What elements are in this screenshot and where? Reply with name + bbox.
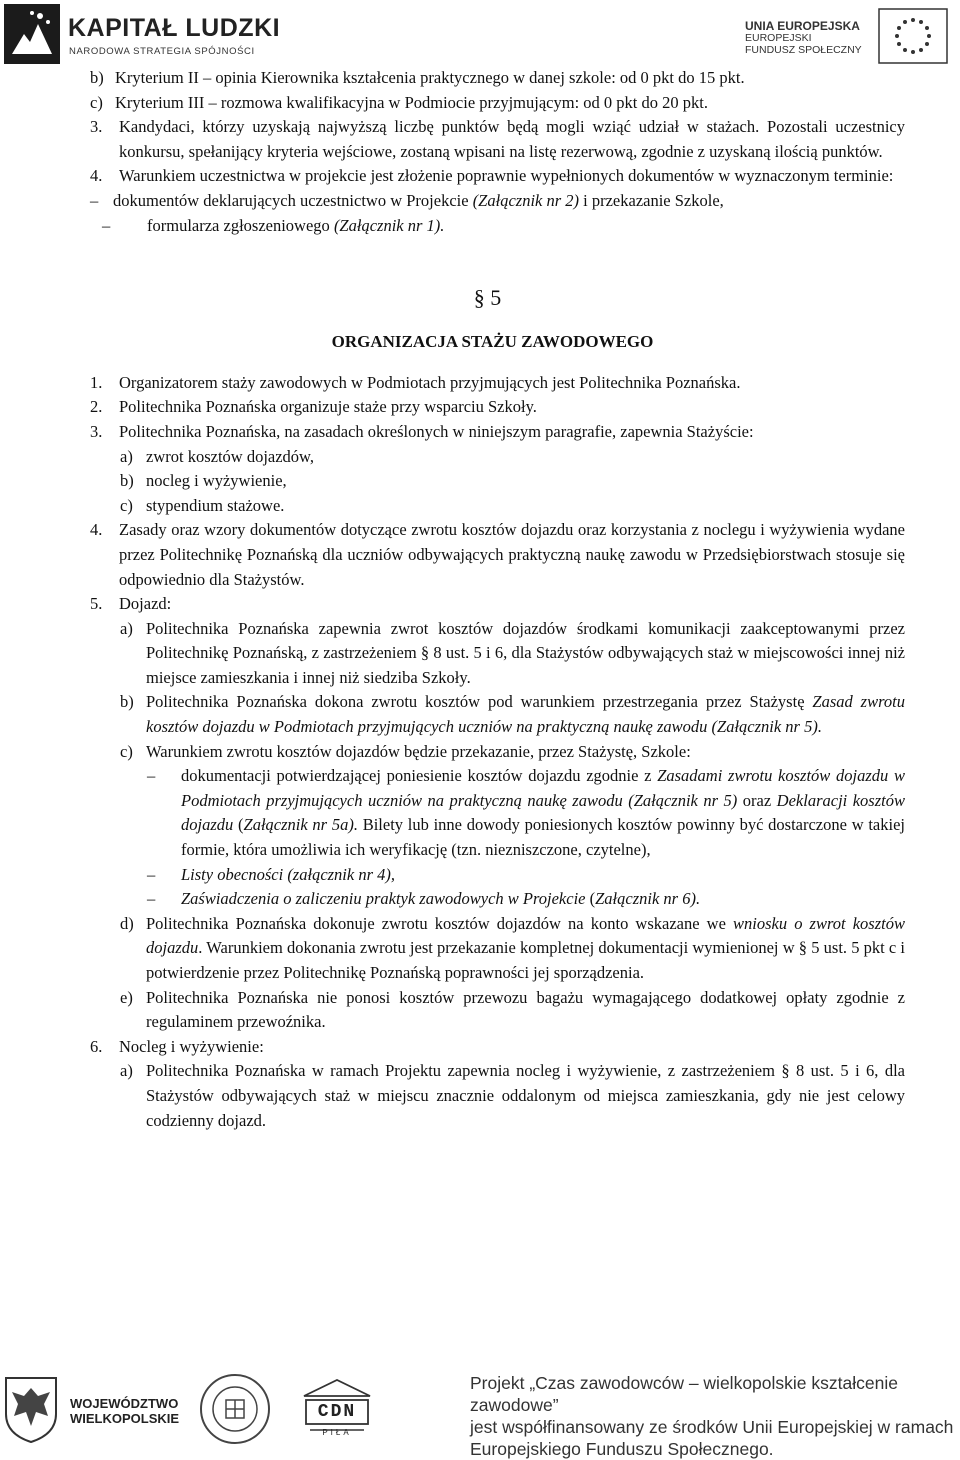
kapital-ludzki-logo-icon <box>4 4 60 64</box>
list-item <box>90 164 905 189</box>
list-item <box>90 1035 905 1060</box>
dash-marker: – <box>147 864 156 884</box>
item-number: a) <box>120 446 133 466</box>
item-number: b) <box>120 692 134 712</box>
list-item <box>120 740 905 765</box>
item-number: b) <box>120 471 134 491</box>
list-item <box>120 469 905 494</box>
item-number: 6. <box>90 1036 103 1056</box>
item-text: Politechnika Poznańska organizuje staże przy wsparciu Szkoły. <box>119 397 537 417</box>
item-number: a) <box>120 1061 133 1081</box>
cdn-sublabel: PIŁA <box>322 1428 352 1437</box>
eagle-coat-of-arms-icon <box>0 1374 62 1444</box>
item-number: e) <box>120 987 133 1007</box>
dash-marker: – <box>90 190 99 210</box>
page-footer <box>0 1368 960 1459</box>
eu-line2: EUROPEJSKI <box>745 32 812 44</box>
list-item <box>90 189 905 214</box>
dash-marker: – <box>147 889 156 909</box>
region-label: WOJEWÓDZTWO WIELKOPOLSKIE <box>70 1396 180 1426</box>
document-body <box>90 66 905 1133</box>
list-item <box>120 617 905 691</box>
page-header <box>0 0 960 72</box>
logo-title: KAPITAŁ LUDZKI <box>68 14 281 42</box>
item-number: 3. <box>90 117 103 137</box>
item-text: Politechnika Poznańska dokonuje zwrotu kosztów dojazdów na konto wskazane we wniosku o zwrot kosztów dojazdu. Warunkiem dokonania zwrotu jest przekazanie kompletnej dokumentacji wymienionej w § 5 ust. 5 pkt c i potwierdzenie przez Politechnikę Poznańską poprawności jej sporządzenia. <box>146 913 905 982</box>
item-text: Politechnika Poznańska dokona zwrotu kosztów pod warunkiem przestrzegania przez Stażystę Zasad zwrotu kosztów dojazdu w Podmiotach przyjmujących uczniów na praktyczną naukę zawodu (Załącznik nr 5). <box>146 692 905 737</box>
list-item <box>90 420 905 445</box>
item-number: 4. <box>90 166 103 186</box>
cdn-logo <box>300 1376 374 1442</box>
item-text: Warunkiem uczestnictwa w projekcie jest złożenie poprawnie wypełnionych dokumentów w wyznaczonym terminie: <box>119 166 894 186</box>
item-text: Dojazd: <box>119 594 172 614</box>
list-item <box>90 214 905 239</box>
list-item <box>90 371 905 396</box>
list-item <box>90 115 905 164</box>
item-text: formularza zgłoszeniowego (Załącznik nr 1). <box>147 215 445 235</box>
item-text: Kryterium III – rozmowa kwalifikacyjna w Podmiocie przyjmującym: od 0 pkt do 20 pkt. <box>115 92 708 112</box>
item-number: 4. <box>90 520 103 540</box>
list-item <box>147 887 905 912</box>
item-text: Politechnika Poznańska w ramach Projektu zapewnia nocleg i wyżywienie, z zastrzeżeniem § 8 ust. 5 i 6, dla Stażystów odbywających staż w miejscu znacznie oddalonym od miejsca zamieszkania, gdy nie jest celowy codzienny dojazd. <box>146 1061 905 1130</box>
item-text: Politechnika Poznańska, na zasadach określonych w niniejszym paragrafie, zapewnia Stażyście: <box>119 421 754 441</box>
university-seal-icon <box>196 1372 274 1446</box>
item-number: a) <box>120 618 133 638</box>
item-text: dokumentów deklarujących uczestnictwo w Projekcie (Załącznik nr 2) i przekazanie Szkole, <box>113 190 724 210</box>
list-item <box>90 91 905 116</box>
item-number: 2. <box>90 397 103 417</box>
dash-marker: – <box>102 215 111 235</box>
item-text: Nocleg i wyżywienie: <box>119 1036 264 1056</box>
list-item <box>120 494 905 519</box>
item-text: Politechnika Poznańska zapewnia zwrot kosztów dojazdów środkami komunikacji zaakceptowanymi przez Politechnikę Poznańską, z zastrzeżeniem § 8 ust. 5 i 6, dla Stażystów odbywających staż w miejscowości innej niż miejsce zamieszkania i innej niż siedziba Szkoły. <box>146 618 905 687</box>
list-item <box>90 592 905 617</box>
item-text: Kandydaci, którzy uzyskają najwyższą liczbę punktów będą mogli wziąć udział w stażach. Pozostali uczestnicy konkursu, spełanijący kryteria wejściowe, zostaną wpisani na listę rezerwową, zgodnie z uzyskaną ilością punktów. <box>119 117 905 161</box>
section-title: ORGANIZACJA STAŻU ZAWODOWEGO <box>331 332 654 352</box>
item-text: Zaświadczenia o zaliczeniu praktyk zawodowych w Projekcie (Załącznik nr 6). <box>181 889 701 909</box>
item-text: Organizatorem staży zawodowych w Podmiotach przyjmujących jest Politechnika Poznańska. <box>119 372 741 392</box>
document-list <box>90 189 905 238</box>
list-item <box>147 863 905 888</box>
item-text: Zasady oraz wzory dokumentów dotyczące zwrotu kosztów dojazdu oraz korzystania z noclegu i wyżywienia wydane przez Politechnikę Poznańską dla uczniów odbywających praktyczną naukę zawodu w Przedsiębiorstwach stosuje się odpowiednio dla Stażystów. <box>119 520 905 589</box>
list-item <box>120 445 905 470</box>
list-item <box>120 690 905 739</box>
list-item <box>147 764 905 862</box>
item-text: Listy obecności (załącznik nr 4), <box>181 864 396 884</box>
cdn-label: CDN <box>317 1402 357 1422</box>
item-number: b) <box>90 68 104 87</box>
item-text: stypendium stażowe. <box>146 495 285 515</box>
item-number: d) <box>120 913 134 933</box>
item-number: 5. <box>90 594 103 614</box>
item-number: c) <box>120 741 133 761</box>
list-item <box>90 395 905 420</box>
eu-flag-icon <box>878 8 948 64</box>
item-text: Politechnika Poznańska nie ponosi kosztów przewozu bagażu wymagającego dodatkowej opłaty zgodnie z regulaminem przewoźnika. <box>146 987 905 1032</box>
list-item <box>90 518 905 592</box>
list-item <box>120 912 905 986</box>
item-number: c) <box>90 92 103 112</box>
item-text: zwrot kosztów dojazdów, <box>146 446 315 466</box>
list-item <box>120 1059 905 1133</box>
eu-line1: UNIA EUROPEJSKA <box>745 19 860 33</box>
item-number: 1. <box>90 372 103 392</box>
dash-marker: – <box>147 766 156 786</box>
list-item <box>90 66 905 91</box>
item-text: Warunkiem zwrotu kosztów dojazdów będzie przekazanie, przez Stażystę, Szkole: <box>146 741 691 761</box>
logo-subtitle: NARODOWA STRATEGIA SPÓJNOŚCI <box>69 46 255 57</box>
eu-label <box>745 20 865 56</box>
project-footnote: Projekt „Czas zawodowców – wielkopolskie kształcenie zawodowe” jest współfinansowany ze środków Unii Europejskiej w ramach Europejskiego Funduszu Społecznego. <box>470 1373 954 1459</box>
item-text: nocleg i wyżywienie, <box>146 471 287 491</box>
section-symbol: § 5 <box>473 285 502 311</box>
list-item <box>120 986 905 1035</box>
item-text: dokumentacji potwierdzającej poniesienie kosztów dojazdu zgodnie z Zasadami zwrotu kosztów dojazdu w Podmiotach przyjmujących uczniów na praktyczną naukę zawodu (Załącznik nr 5) oraz Deklaracji kosztów dojazdu (Załącznik nr 5a). Bilety lub inne dowody poniesionych kosztów powinny być dostarczone w takiej formie, która umożliwia ich weryfikację (tzn. niezniszczone, czytelne), <box>181 766 906 860</box>
eu-line3: FUNDUSZ SPOŁECZNY <box>745 44 862 56</box>
item-text: Kryterium II – opinia Kierownika kształcenia praktycznego w danej szkole: od 0 pkt do 15 pkt. <box>115 68 745 87</box>
item-number: c) <box>120 495 133 515</box>
item-number: 3. <box>90 421 103 441</box>
